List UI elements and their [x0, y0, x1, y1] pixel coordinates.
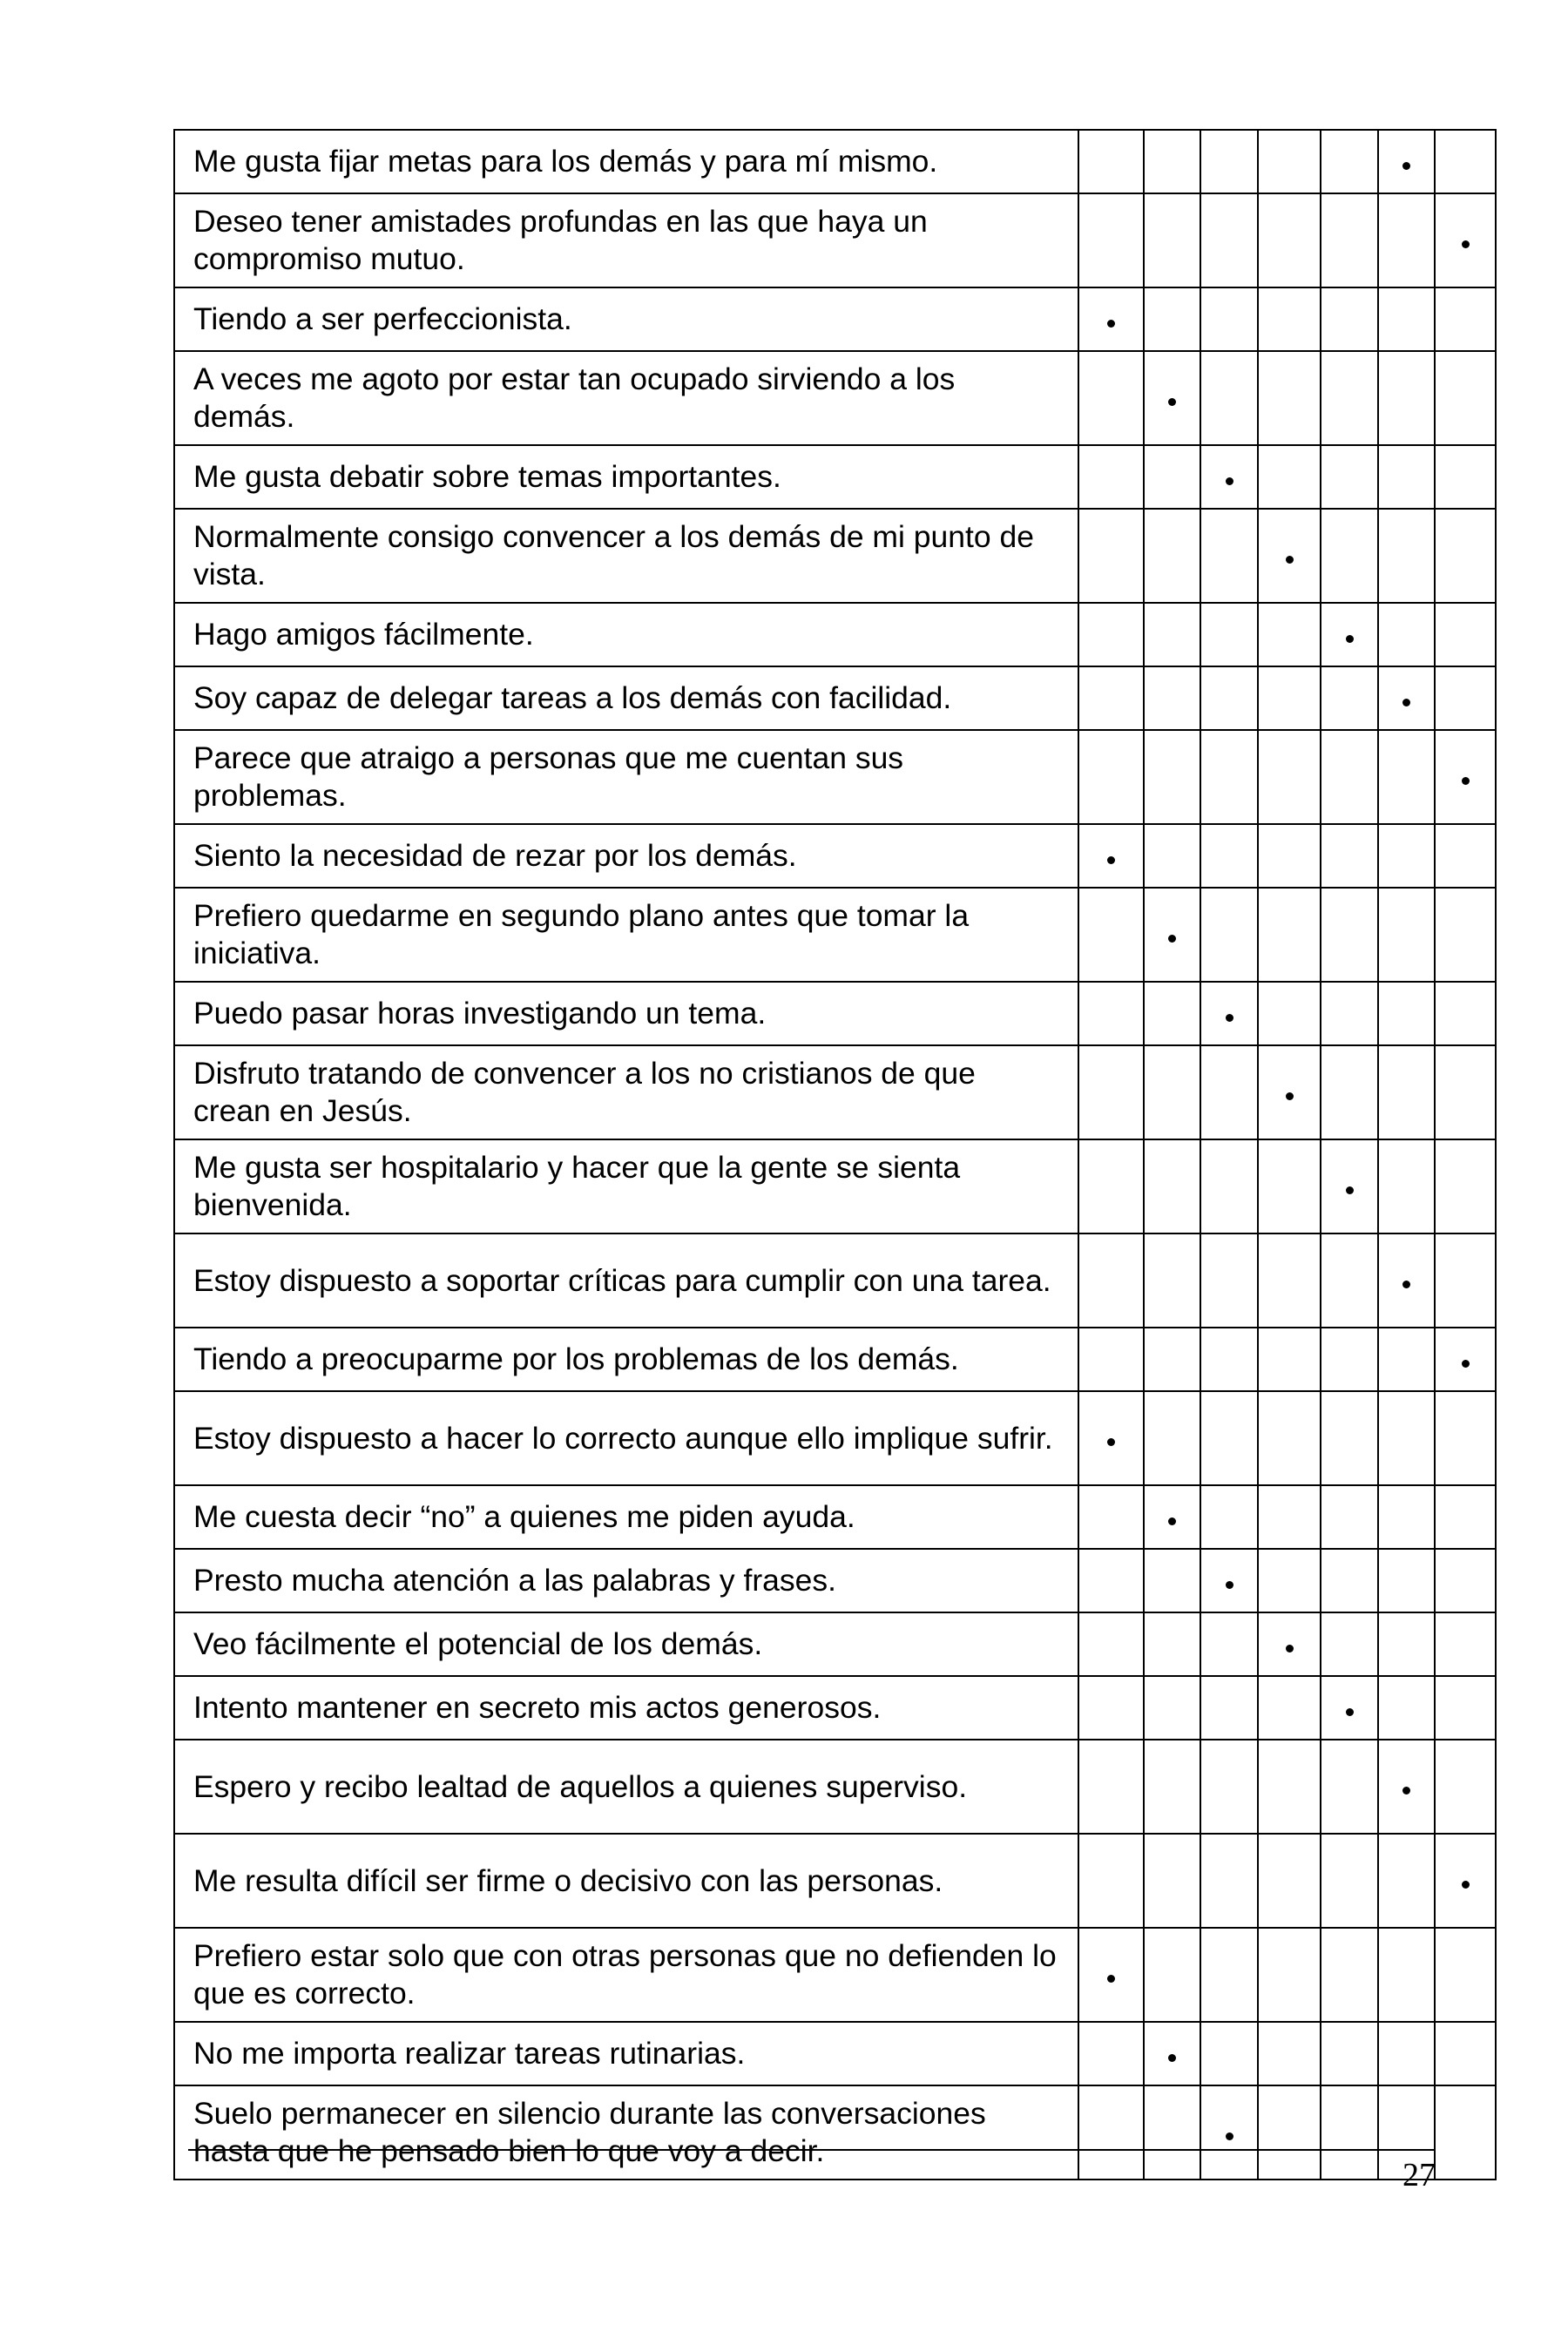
answer-cell-2[interactable]: [1144, 287, 1200, 351]
statement-text: Veo fácilmente el potencial de los demás.: [174, 1612, 1078, 1676]
answer-cell-7[interactable]: [1435, 666, 1496, 730]
answer-cell-6[interactable]: [1378, 1549, 1435, 1612]
answer-cell-7[interactable]: [1435, 1139, 1496, 1233]
answer-cell-2[interactable]: [1144, 1139, 1200, 1233]
answer-cell-1[interactable]: [1078, 666, 1144, 730]
answer-cell-5[interactable]: [1321, 1139, 1378, 1233]
answer-cell-5[interactable]: [1321, 603, 1378, 666]
answer-cell-5[interactable]: [1321, 445, 1378, 509]
survey-row: [174, 193, 1496, 287]
answer-cell-7[interactable]: [1435, 2022, 1496, 2085]
answer-cell-6[interactable]: [1378, 1045, 1435, 1139]
bullet-dot-icon: [1346, 635, 1354, 643]
answer-cell-1[interactable]: [1078, 603, 1144, 666]
statement-text: Tiendo a preocuparme por los problemas de los demás.: [174, 1328, 1078, 1391]
answer-cell-1[interactable]: [1078, 1485, 1144, 1549]
statement-text: Me gusta debatir sobre temas importantes.: [174, 445, 1078, 509]
answer-cell-7[interactable]: [1435, 351, 1496, 445]
bullet-dot-icon: [1226, 2132, 1233, 2140]
answer-cell-1[interactable]: [1078, 1740, 1144, 1834]
statement-text: Parece que atraigo a personas que me cuentan sus problemas.: [174, 730, 1078, 824]
survey-row: [174, 1328, 1496, 1391]
answer-cell-7[interactable]: [1435, 1391, 1496, 1485]
survey-row: [174, 603, 1496, 666]
answer-cell-4[interactable]: [1258, 666, 1321, 730]
answer-cell-7[interactable]: [1435, 509, 1496, 603]
answer-cell-4[interactable]: [1258, 730, 1321, 824]
answer-cell-2[interactable]: [1144, 193, 1200, 287]
answer-cell-6[interactable]: [1378, 1139, 1435, 1233]
answer-cell-5[interactable]: [1321, 351, 1378, 445]
survey-table: [173, 129, 1497, 2180]
statement-text: Normalmente consigo convencer a los demás de mi punto de vista.: [174, 509, 1078, 603]
answer-cell-2[interactable]: [1144, 1676, 1200, 1740]
survey-row: [174, 351, 1496, 445]
answer-cell-5[interactable]: [1321, 1676, 1378, 1740]
answer-cell-5[interactable]: [1321, 1549, 1378, 1612]
bullet-dot-icon: [1402, 1787, 1410, 1794]
answer-cell-4[interactable]: [1258, 1928, 1321, 2022]
answer-cell-1[interactable]: [1078, 1676, 1144, 1740]
answer-cell-3[interactable]: [1200, 1045, 1258, 1139]
bullet-dot-icon: [1462, 1881, 1470, 1889]
survey-row: [174, 1549, 1496, 1612]
survey-row: [174, 287, 1496, 351]
answer-cell-5[interactable]: [1321, 193, 1378, 287]
answer-cell-7[interactable]: [1435, 824, 1496, 888]
survey-row: [174, 1139, 1496, 1233]
survey-row: [174, 824, 1496, 888]
answer-cell-7[interactable]: [1435, 2085, 1496, 2180]
bullet-dot-icon: [1226, 1581, 1233, 1589]
answer-cell-4[interactable]: [1258, 287, 1321, 351]
answer-cell-2[interactable]: [1144, 130, 1200, 193]
answer-cell-5[interactable]: [1321, 1391, 1378, 1485]
statement-text: Soy capaz de delegar tareas a los demás con facilidad.: [174, 666, 1078, 730]
bullet-dot-icon: [1107, 1975, 1115, 1983]
bullet-dot-icon: [1107, 856, 1115, 864]
bullet-dot-icon: [1168, 2054, 1176, 2062]
answer-cell-2[interactable]: [1144, 888, 1200, 982]
answer-cell-6[interactable]: [1378, 445, 1435, 509]
statement-text: No me importa realizar tareas rutinarias.: [174, 2022, 1078, 2085]
answer-cell-5[interactable]: [1321, 1233, 1378, 1328]
answer-cell-1[interactable]: [1078, 287, 1144, 351]
answer-cell-4[interactable]: [1258, 1233, 1321, 1328]
bullet-dot-icon: [1168, 935, 1176, 943]
statement-text: Prefiero quedarme en segundo plano antes que tomar la iniciativa.: [174, 888, 1078, 982]
answer-cell-6[interactable]: [1378, 351, 1435, 445]
answer-cell-2[interactable]: [1144, 730, 1200, 824]
answer-cell-6[interactable]: [1378, 982, 1435, 1045]
page-number: 27: [1402, 2157, 1436, 2193]
answer-cell-3[interactable]: [1200, 351, 1258, 445]
statement-text: Siento la necesidad de rezar por los demás.: [174, 824, 1078, 888]
bullet-dot-icon: [1402, 1281, 1410, 1288]
answer-cell-6[interactable]: [1378, 1328, 1435, 1391]
answer-cell-1[interactable]: [1078, 2085, 1144, 2180]
answer-cell-1[interactable]: [1078, 1045, 1144, 1139]
answer-cell-6[interactable]: [1378, 666, 1435, 730]
answer-cell-4[interactable]: [1258, 445, 1321, 509]
bullet-dot-icon: [1226, 1014, 1233, 1022]
answer-cell-7[interactable]: [1435, 130, 1496, 193]
answer-cell-2[interactable]: [1144, 445, 1200, 509]
answer-cell-2[interactable]: [1144, 2022, 1200, 2085]
bullet-dot-icon: [1286, 556, 1294, 564]
answer-cell-6[interactable]: [1378, 1612, 1435, 1676]
answer-cell-3[interactable]: [1200, 509, 1258, 603]
answer-cell-5[interactable]: [1321, 888, 1378, 982]
answer-cell-5[interactable]: [1321, 666, 1378, 730]
answer-cell-4[interactable]: [1258, 1328, 1321, 1391]
answer-cell-5[interactable]: [1321, 1045, 1378, 1139]
answer-cell-5[interactable]: [1321, 287, 1378, 351]
answer-cell-4[interactable]: [1258, 1612, 1321, 1676]
bullet-dot-icon: [1402, 162, 1410, 170]
answer-cell-3[interactable]: [1200, 730, 1258, 824]
answer-cell-7[interactable]: [1435, 287, 1496, 351]
answer-cell-4[interactable]: [1258, 1391, 1321, 1485]
answer-cell-1[interactable]: [1078, 1549, 1144, 1612]
answer-cell-1[interactable]: [1078, 130, 1144, 193]
answer-cell-2[interactable]: [1144, 1928, 1200, 2022]
statement-text: Disfruto tratando de convencer a los no cristianos de que crean en Jesús.: [174, 1045, 1078, 1139]
answer-cell-3[interactable]: [1200, 888, 1258, 982]
answer-cell-7[interactable]: [1435, 1928, 1496, 2022]
answer-cell-7[interactable]: [1435, 1834, 1496, 1928]
statement-text: Tiendo a ser perfeccionista.: [174, 287, 1078, 351]
answer-cell-3[interactable]: [1200, 1928, 1258, 2022]
survey-row: [174, 1391, 1496, 1485]
answer-cell-2[interactable]: [1144, 509, 1200, 603]
answer-cell-6[interactable]: [1378, 1740, 1435, 1834]
bullet-dot-icon: [1107, 320, 1115, 328]
statement-text: Deseo tener amistades profundas en las que haya un compromiso mutuo.: [174, 193, 1078, 287]
answer-cell-2[interactable]: [1144, 2085, 1200, 2180]
answer-cell-7[interactable]: [1435, 1549, 1496, 1612]
answer-cell-4[interactable]: [1258, 351, 1321, 445]
answer-cell-2[interactable]: [1144, 982, 1200, 1045]
answer-cell-7[interactable]: [1435, 1233, 1496, 1328]
statement-text: Intento mantener en secreto mis actos generosos.: [174, 1676, 1078, 1740]
answer-cell-2[interactable]: [1144, 1391, 1200, 1485]
statement-text: Puedo pasar horas investigando un tema.: [174, 982, 1078, 1045]
answer-cell-2[interactable]: [1144, 1485, 1200, 1549]
answer-cell-7[interactable]: [1435, 888, 1496, 982]
answer-cell-3[interactable]: [1200, 1549, 1258, 1612]
answer-cell-7[interactable]: [1435, 1045, 1496, 1139]
answer-cell-4[interactable]: [1258, 193, 1321, 287]
answer-cell-4[interactable]: [1258, 1485, 1321, 1549]
answer-cell-1[interactable]: [1078, 509, 1144, 603]
answer-cell-3[interactable]: [1200, 130, 1258, 193]
answer-cell-1[interactable]: [1078, 824, 1144, 888]
survey-row: [174, 1485, 1496, 1549]
answer-cell-7[interactable]: [1435, 1740, 1496, 1834]
answer-cell-5[interactable]: [1321, 1740, 1378, 1834]
answer-cell-3[interactable]: [1200, 445, 1258, 509]
bullet-dot-icon: [1346, 1186, 1354, 1194]
answer-cell-2[interactable]: [1144, 824, 1200, 888]
statement-text: Estoy dispuesto a hacer lo correcto aunque ello implique sufrir.: [174, 1391, 1078, 1485]
answer-cell-5[interactable]: [1321, 2022, 1378, 2085]
answer-cell-4[interactable]: [1258, 1139, 1321, 1233]
answer-cell-5[interactable]: [1321, 2085, 1378, 2180]
answer-cell-7[interactable]: [1435, 193, 1496, 287]
answer-cell-1[interactable]: [1078, 1139, 1144, 1233]
answer-cell-6[interactable]: [1378, 130, 1435, 193]
survey-row: [174, 1740, 1496, 1834]
answer-cell-1[interactable]: [1078, 982, 1144, 1045]
answer-cell-5[interactable]: [1321, 1485, 1378, 1549]
survey-row: [174, 1928, 1496, 2022]
answer-cell-2[interactable]: [1144, 1834, 1200, 1928]
answer-cell-5[interactable]: [1321, 982, 1378, 1045]
answer-cell-7[interactable]: [1435, 1485, 1496, 1549]
survey-row: [174, 1045, 1496, 1139]
answer-cell-7[interactable]: [1435, 445, 1496, 509]
bullet-dot-icon: [1402, 699, 1410, 706]
statement-text: Hago amigos fácilmente.: [174, 603, 1078, 666]
bullet-dot-icon: [1462, 1360, 1470, 1368]
survey-row: [174, 1233, 1496, 1328]
answer-cell-4[interactable]: [1258, 1045, 1321, 1139]
answer-cell-5[interactable]: [1321, 130, 1378, 193]
answer-cell-1[interactable]: [1078, 1328, 1144, 1391]
answer-cell-3[interactable]: [1200, 1676, 1258, 1740]
survey-row: [174, 130, 1496, 193]
answer-cell-3[interactable]: [1200, 2022, 1258, 2085]
survey-row: [174, 2085, 1496, 2180]
answer-cell-3[interactable]: [1200, 1834, 1258, 1928]
answer-cell-3[interactable]: [1200, 1485, 1258, 1549]
bullet-dot-icon: [1462, 777, 1470, 785]
answer-cell-1[interactable]: [1078, 1612, 1144, 1676]
bullet-dot-icon: [1107, 1438, 1115, 1446]
answer-cell-4[interactable]: [1258, 982, 1321, 1045]
answer-cell-3[interactable]: [1200, 824, 1258, 888]
survey-table-body: [174, 130, 1496, 2180]
answer-cell-4[interactable]: [1258, 509, 1321, 603]
answer-cell-2[interactable]: [1144, 1328, 1200, 1391]
answer-cell-3[interactable]: [1200, 1740, 1258, 1834]
answer-cell-6[interactable]: [1378, 1676, 1435, 1740]
bullet-dot-icon: [1286, 1645, 1294, 1652]
answer-cell-2[interactable]: [1144, 1549, 1200, 1612]
answer-cell-6[interactable]: [1378, 1233, 1435, 1328]
answer-cell-5[interactable]: [1321, 1612, 1378, 1676]
answer-cell-4[interactable]: [1258, 1834, 1321, 1928]
answer-cell-3[interactable]: [1200, 193, 1258, 287]
answer-cell-4[interactable]: [1258, 1676, 1321, 1740]
bullet-dot-icon: [1462, 240, 1470, 248]
statement-text: Prefiero estar solo que con otras personas que no defienden lo que es correcto.: [174, 1928, 1078, 2022]
answer-cell-4[interactable]: [1258, 2022, 1321, 2085]
answer-cell-4[interactable]: [1258, 888, 1321, 982]
bullet-dot-icon: [1168, 1517, 1176, 1525]
answer-cell-4[interactable]: [1258, 603, 1321, 666]
survey-row: [174, 982, 1496, 1045]
answer-cell-2[interactable]: [1144, 1233, 1200, 1328]
answer-cell-1[interactable]: [1078, 193, 1144, 287]
answer-cell-1[interactable]: [1078, 445, 1144, 509]
answer-cell-2[interactable]: [1144, 1612, 1200, 1676]
answer-cell-3[interactable]: [1200, 1328, 1258, 1391]
bullet-dot-icon: [1168, 398, 1176, 406]
statement-text: Me gusta ser hospitalario y hacer que la gente se sienta bienvenida.: [174, 1139, 1078, 1233]
answer-cell-3[interactable]: [1200, 603, 1258, 666]
answer-cell-4[interactable]: [1258, 824, 1321, 888]
answer-cell-2[interactable]: [1144, 351, 1200, 445]
answer-cell-3[interactable]: [1200, 287, 1258, 351]
statement-text: Espero y recibo lealtad de aquellos a quienes superviso.: [174, 1740, 1078, 1834]
statement-text: Suelo permanecer en silencio durante las conversaciones hasta que he pensado bien lo que voy a decir.: [174, 2085, 1078, 2180]
answer-cell-4[interactable]: [1258, 130, 1321, 193]
answer-cell-2[interactable]: [1144, 666, 1200, 730]
answer-cell-2[interactable]: [1144, 603, 1200, 666]
bullet-dot-icon: [1226, 477, 1233, 485]
survey-row: [174, 888, 1496, 982]
survey-row: [174, 445, 1496, 509]
answer-cell-5[interactable]: [1321, 730, 1378, 824]
answer-cell-3[interactable]: [1200, 1612, 1258, 1676]
answer-cell-3[interactable]: [1200, 1139, 1258, 1233]
answer-cell-6[interactable]: [1378, 2022, 1435, 2085]
survey-row: [174, 509, 1496, 603]
survey-row: [174, 730, 1496, 824]
answer-cell-1[interactable]: [1078, 351, 1144, 445]
answer-cell-3[interactable]: [1200, 2085, 1258, 2180]
answer-cell-6[interactable]: [1378, 193, 1435, 287]
answer-cell-3[interactable]: [1200, 1233, 1258, 1328]
answer-cell-2[interactable]: [1144, 1045, 1200, 1139]
statement-text: A veces me agoto por estar tan ocupado sirviendo a los demás.: [174, 351, 1078, 445]
answer-cell-4[interactable]: [1258, 2085, 1321, 2180]
answer-cell-6[interactable]: [1378, 730, 1435, 824]
footer-rule: [188, 2149, 1436, 2151]
answer-cell-4[interactable]: [1258, 1740, 1321, 1834]
answer-cell-1[interactable]: [1078, 1834, 1144, 1928]
answer-cell-1[interactable]: [1078, 730, 1144, 824]
statement-text: Me resulta difícil ser firme o decisivo con las personas.: [174, 1834, 1078, 1928]
answer-cell-2[interactable]: [1144, 1740, 1200, 1834]
answer-cell-6[interactable]: [1378, 603, 1435, 666]
answer-cell-7[interactable]: [1435, 1676, 1496, 1740]
answer-cell-3[interactable]: [1200, 982, 1258, 1045]
answer-cell-6[interactable]: [1378, 824, 1435, 888]
bullet-dot-icon: [1286, 1092, 1294, 1100]
survey-row: [174, 666, 1496, 730]
answer-cell-1[interactable]: [1078, 1928, 1144, 2022]
answer-cell-7[interactable]: [1435, 603, 1496, 666]
answer-cell-5[interactable]: [1321, 1328, 1378, 1391]
answer-cell-5[interactable]: [1321, 824, 1378, 888]
survey-row: [174, 1612, 1496, 1676]
answer-cell-4[interactable]: [1258, 1549, 1321, 1612]
answer-cell-6[interactable]: [1378, 1391, 1435, 1485]
statement-text: Estoy dispuesto a soportar críticas para cumplir con una tarea.: [174, 1233, 1078, 1328]
statement-text: Me gusta fijar metas para los demás y para mí mismo.: [174, 130, 1078, 193]
answer-cell-1[interactable]: [1078, 1391, 1144, 1485]
answer-cell-1[interactable]: [1078, 2022, 1144, 2085]
answer-cell-3[interactable]: [1200, 666, 1258, 730]
answer-cell-6[interactable]: [1378, 1485, 1435, 1549]
survey-row: [174, 1834, 1496, 1928]
answer-cell-7[interactable]: [1435, 982, 1496, 1045]
answer-cell-6[interactable]: [1378, 888, 1435, 982]
survey-row: [174, 2022, 1496, 2085]
statement-text: Me cuesta decir “no” a quienes me piden ayuda.: [174, 1485, 1078, 1549]
answer-cell-7[interactable]: [1435, 730, 1496, 824]
answer-cell-6[interactable]: [1378, 509, 1435, 603]
statement-text: Presto mucha atención a las palabras y frases.: [174, 1549, 1078, 1612]
answer-cell-3[interactable]: [1200, 1391, 1258, 1485]
answer-cell-7[interactable]: [1435, 1612, 1496, 1676]
answer-cell-5[interactable]: [1321, 1928, 1378, 2022]
bullet-dot-icon: [1346, 1708, 1354, 1716]
answer-cell-1[interactable]: [1078, 888, 1144, 982]
answer-cell-7[interactable]: [1435, 1328, 1496, 1391]
answer-cell-6[interactable]: [1378, 1834, 1435, 1928]
answer-cell-6[interactable]: [1378, 1928, 1435, 2022]
answer-cell-1[interactable]: [1078, 1233, 1144, 1328]
answer-cell-5[interactable]: [1321, 509, 1378, 603]
survey-row: [174, 1676, 1496, 1740]
answer-cell-5[interactable]: [1321, 1834, 1378, 1928]
answer-cell-6[interactable]: [1378, 287, 1435, 351]
